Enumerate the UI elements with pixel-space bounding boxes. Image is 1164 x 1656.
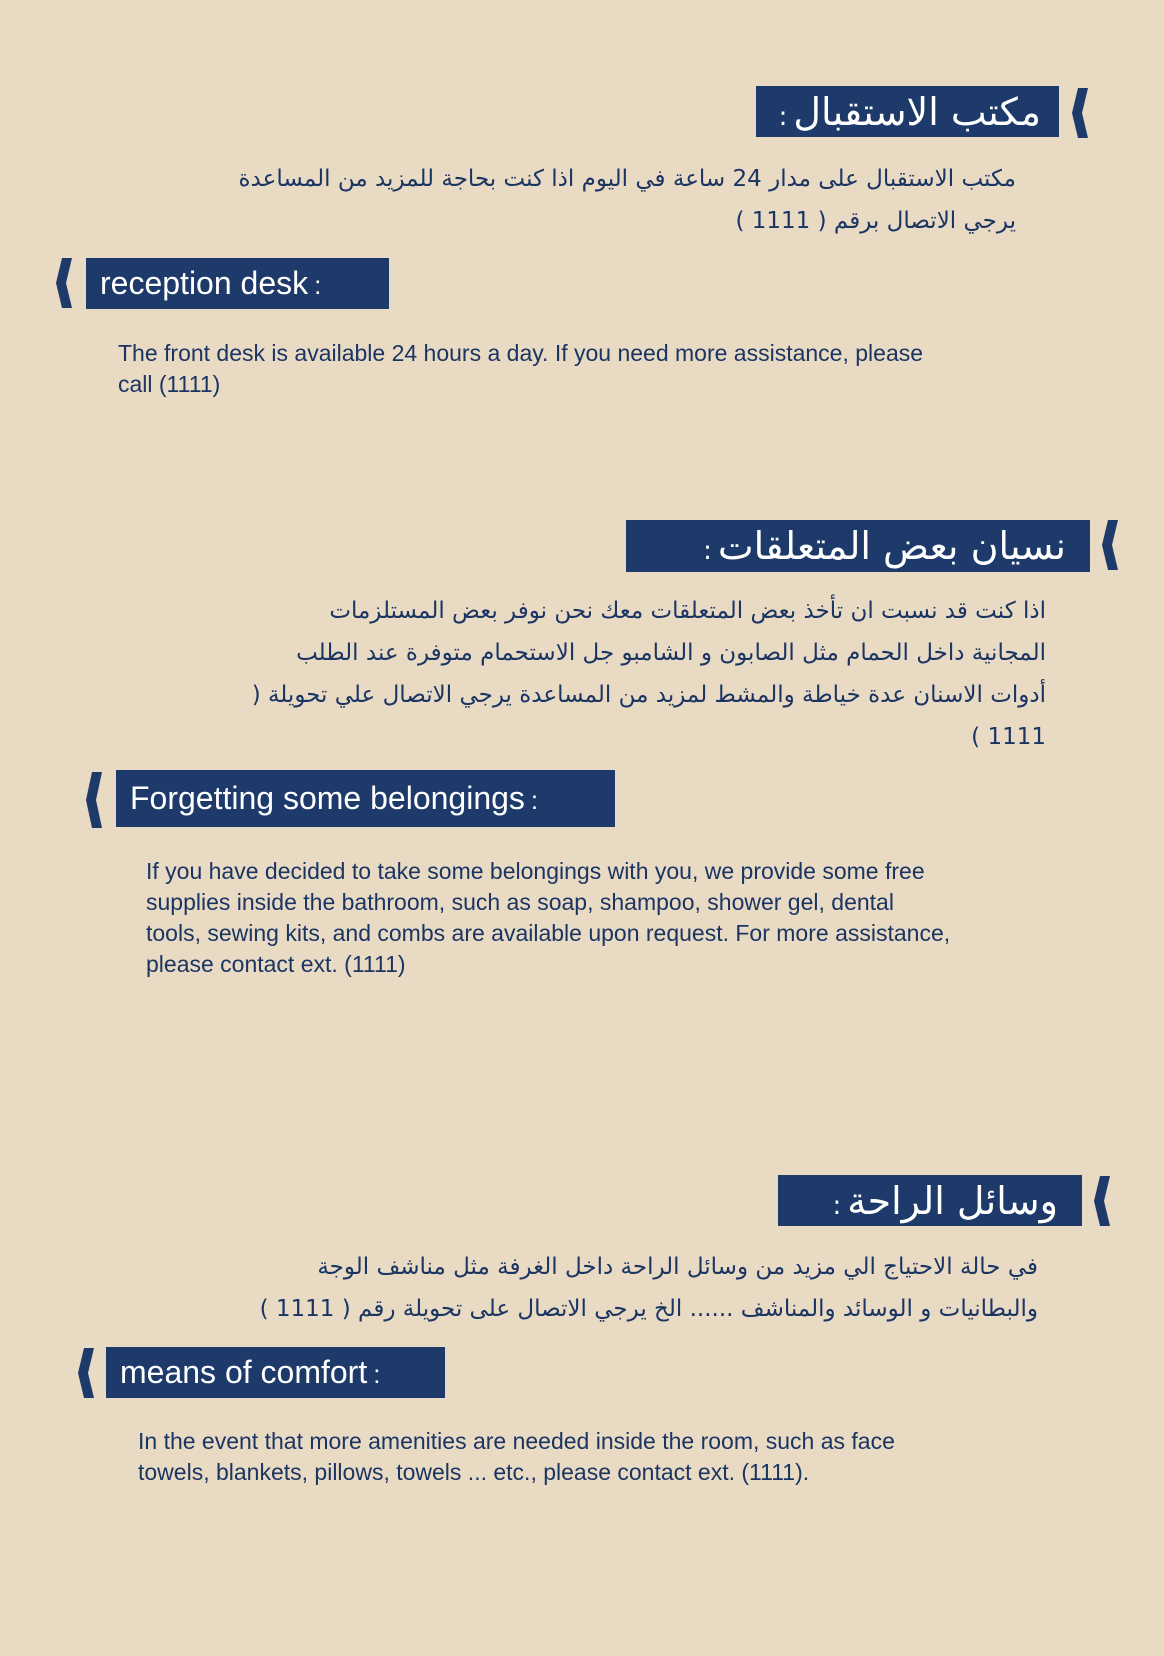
title-colon: : — [832, 1191, 842, 1221]
section-body-en — [146, 856, 1046, 980]
body-line: tools, sewing kits, and combs are available upon request. For more assistance, — [146, 920, 951, 946]
body-line: في حالة الاحتياج الي مزيد من وسائل الراحة داخل الغرفة مثل مناشف الوجة — [317, 1254, 1038, 1280]
body-line: If you have decided to take some belongings with you, we provide some free — [146, 858, 925, 884]
body-line: In the event that more amenities are needed inside the room, such as face — [138, 1428, 895, 1454]
body-line: مكتب الاستقبال على مدار 24 ساعة في اليوم اذا كنت بحاجة للمزيد من المساعدة — [238, 166, 1016, 192]
body-line: والبطانيات و الوسائد والمناشف ...... الخ يرجي الاتصال على تحويلة رقم ( 1111 ) — [259, 1296, 1038, 1322]
title-colon: : — [314, 270, 322, 300]
bracket-icon — [1102, 520, 1120, 570]
section-body-ar — [180, 590, 1046, 758]
body-line: call (1111) — [118, 371, 221, 397]
body-line: The front desk is available 24 hours a day. If you need more assistance, please — [118, 340, 924, 366]
title-colon: : — [703, 536, 712, 566]
title-colon: : — [530, 785, 539, 815]
title-text: مكتب الاستقبال — [793, 90, 1041, 134]
body-line: please contact ext. (1111) — [146, 951, 406, 977]
body-line: أدوات الاسنان عدة خياطة والمشط لمزيد من المساعدة يرجي الاتصال علي تحويلة ( — [251, 682, 1046, 708]
section-body-ar — [170, 158, 1016, 242]
title-text: وسائل الراحة — [847, 1179, 1058, 1223]
section-body-en — [138, 1426, 1038, 1488]
title-text: نسيان بعض المتعلقات — [717, 524, 1066, 568]
bracket-icon — [1072, 88, 1090, 138]
title-text: means of comfort — [120, 1354, 368, 1390]
body-line: المجانية داخل الحمام مثل الصابون و الشامبو جل الاستحمام متوفرة عند الطلب — [296, 640, 1046, 666]
section-body-en — [118, 338, 1018, 400]
title-colon: : — [778, 102, 788, 132]
section-title-en — [116, 770, 615, 827]
title-text: reception desk — [100, 265, 309, 301]
section-title-ar — [778, 1175, 1082, 1226]
bracket-icon — [56, 258, 74, 308]
body-line: 1111 ) — [971, 724, 1046, 750]
bracket-icon — [1094, 1176, 1112, 1226]
title-colon: : — [373, 1359, 381, 1389]
section-title-en — [106, 1347, 445, 1398]
section-title-en — [86, 258, 389, 309]
body-line: يرجي الاتصال برقم ( 1111 ) — [735, 208, 1016, 234]
body-line: towels, blankets, pillows, towels ... etc., please contact ext. (1111). — [138, 1459, 810, 1485]
body-line: supplies inside the bathroom, such as soap, shampoo, shower gel, dental — [146, 889, 894, 915]
bracket-icon — [78, 1348, 96, 1398]
section-title-ar — [626, 520, 1090, 572]
bracket-icon — [86, 772, 104, 828]
section-title-ar — [756, 86, 1059, 137]
body-line: اذا كنت قد نسبت ان تأخذ بعض المتعلقات معك نحن نوفر بعض المستلزمات — [329, 598, 1046, 624]
title-text: Forgetting some belongings — [130, 780, 525, 816]
section-body-ar — [250, 1246, 1038, 1330]
